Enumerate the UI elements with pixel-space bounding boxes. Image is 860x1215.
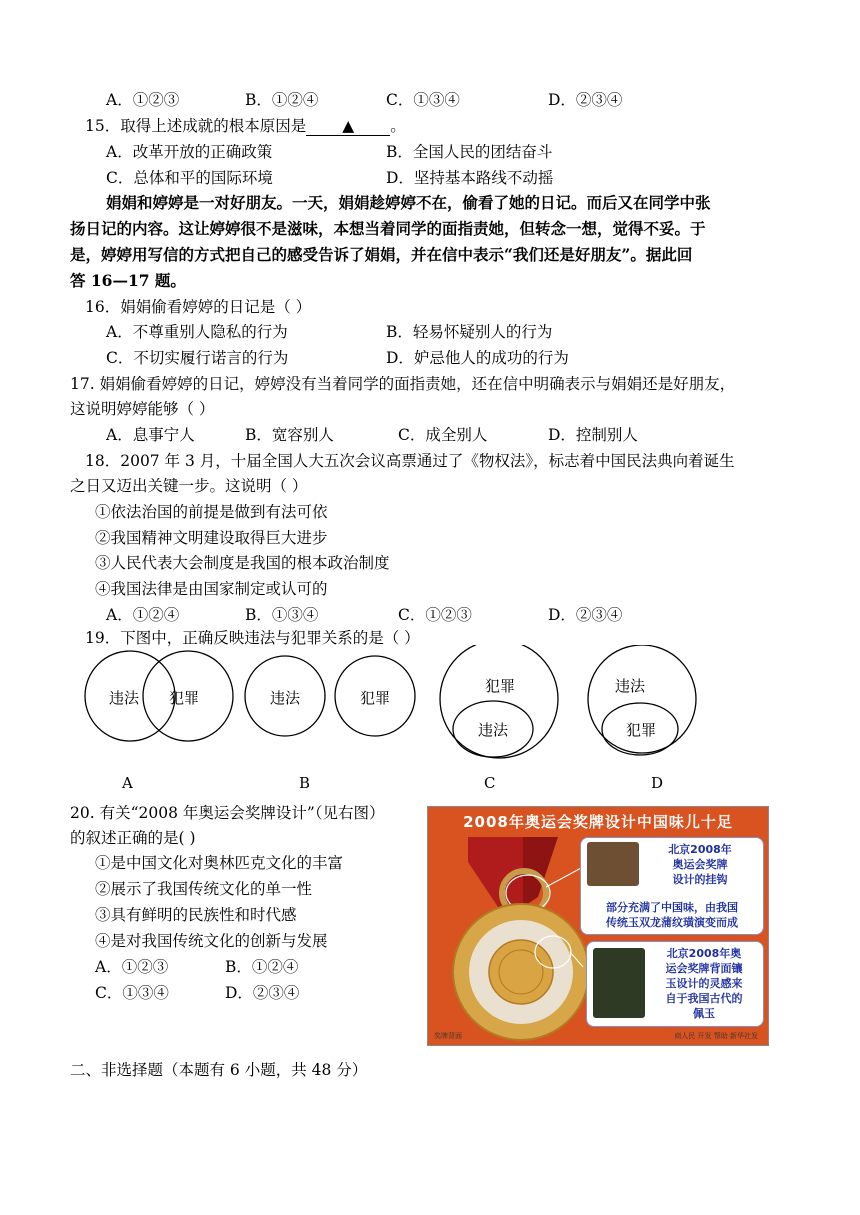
q14-option-c: C．①③④ [386, 91, 460, 109]
q15-option-d: D．坚持基本路线不动摇 [386, 169, 554, 187]
diagram-label-a: A [122, 774, 133, 792]
medal-poster-image [427, 806, 769, 1046]
q20-statement-1: ①是中国文化对奥林匹克文化的丰富 [95, 854, 344, 872]
diagram-a-crime: 犯罪 [168, 689, 200, 707]
q20-stem-line-2: 的叙述正确的是( ) [70, 829, 196, 847]
passage-line-2: 扬日记的内容。这让婷婷很不是滋味，本想当着同学的面指责她，但转念一想，觉得不妥。于 [70, 219, 706, 238]
q17-stem-line-1: 17. 娟娟偷看婷婷的日记，婷婷没有当着同学的面指责她，还在信中明确表示与娟娟还是好朋友， [70, 375, 736, 393]
venn-diagrams [0, 645, 860, 765]
q14-option-d: D．②③④ [548, 91, 623, 109]
q18-stem-line-1: 18．2007 年 3 月，十届全国人大五次会议高票通过了《物权法》，标志着中国民法典向着诞生 [85, 452, 735, 470]
q17-option-c: C．成全别人 [398, 426, 488, 444]
diagram-a-illegal: 违法 [108, 689, 140, 707]
q16-option-d: D．妒忌他人的成功的行为 [386, 349, 569, 367]
q15-stem [85, 116, 406, 136]
diagram-d [588, 645, 696, 755]
diagram-b-illegal: 违法 [269, 689, 301, 707]
diagram-label-d: D [651, 774, 664, 792]
q18-statement-3: ③人民代表大会制度是我国的根本政治制度 [95, 554, 390, 572]
callout2-line3: 玉设计的灵感来 [665, 977, 743, 990]
q20-stem-line-1: 20. 有关“2008 年奥运会奖牌设计”（见右图） [70, 804, 385, 822]
poster-footer-left: 奖牌背面 [434, 1032, 462, 1040]
diagram-b [245, 656, 415, 736]
passage-line-4: 答 16—17 题。 [70, 271, 186, 290]
q19-stem: 19．下图中，正确反映违法与犯罪关系的是（ ） [85, 629, 420, 647]
q14-option-b: B．①②④ [245, 91, 319, 109]
q20-statement-4: ④是对我国传统文化的创新与发展 [95, 932, 328, 950]
q16-option-a: A．不尊重别人隐私的行为 [106, 323, 288, 341]
diagram-b-crime: 犯罪 [359, 689, 391, 707]
q17-option-a: A．息事宁人 [106, 426, 195, 444]
q20-option-b: B．①②④ [225, 958, 299, 976]
q17-stem-line-2: 这说明婷婷能够（ ） [70, 400, 215, 418]
diagram-c-illegal: 违法 [477, 721, 509, 739]
q16-option-b: B．轻易怀疑别人的行为 [386, 323, 553, 341]
q16-option-c: C．不切实履行诺言的行为 [106, 349, 289, 367]
hook-photo [587, 842, 639, 886]
diagram-d-crime: 犯罪 [625, 721, 657, 739]
q15-stem-end: 。 [390, 117, 406, 135]
q20-option-a: A．①②③ [95, 958, 169, 976]
q18-option-b: B．①③④ [245, 606, 319, 624]
diagram-c-crime: 犯罪 [484, 677, 516, 695]
q15-option-b: B．全国人民的团结奋斗 [386, 143, 553, 161]
diagram-d-illegal: 违法 [614, 677, 646, 695]
q14-option-a: A．①②③ [106, 91, 180, 109]
answer-blank: ▲ [306, 117, 390, 136]
q15-stem-text: 15．取得上述成就的根本原因是 [85, 117, 307, 135]
q18-stem-line-2: 之日又迈出关键一步。这说明（ ） [70, 477, 308, 495]
q18-statement-1: ①依法治国的前提是做到有法可依 [95, 503, 328, 521]
callout2-line1: 北京2008年奥 [666, 947, 742, 960]
passage-line-3: 是，婷婷用写信的方式把自己的感受告诉了娟娟，并在信中表示“我们还是好朋友”。据此回 [70, 245, 693, 264]
section-heading: 二、非选择题（本题有 6 小题，共 48 分） [70, 1061, 368, 1079]
q16-stem: 16．娟娟偷看婷婷的日记是（ ） [85, 298, 312, 316]
callout2-line4: 自于我国古代的 [665, 992, 743, 1005]
callout2-line2: 运会奖牌背面镶 [665, 962, 743, 975]
q18-statement-4: ④我国法律是由国家制定或认可的 [95, 580, 328, 598]
q18-option-a: A．①②④ [106, 606, 180, 624]
q17-option-d: D．控制别人 [548, 426, 638, 444]
poster-footer-right: 商人民 开发 帮助 新华社发 [674, 1032, 758, 1040]
q15-option-c: C．总体和平的国际环境 [106, 169, 273, 187]
passage-line-1: 娟娟和婷婷是一对好朋友。一天，娟娟趁婷婷不在，偷看了她的日记。而后又在同学中张 [106, 193, 711, 212]
diagram-label-b: B [299, 774, 311, 792]
poster-title: 2008年奥运会奖牌设计中国味儿十足 [463, 813, 733, 831]
q17-option-b: B．宽容别人 [245, 426, 334, 444]
callout1-line3: 设计的挂钩 [672, 873, 728, 886]
diagram-label-c: C [484, 774, 496, 792]
jade-photo [593, 948, 645, 1018]
q20-option-c: C．①③④ [95, 984, 169, 1002]
callout-hook [580, 837, 764, 935]
q15-option-a: A．改革开放的正确政策 [106, 143, 273, 161]
callout2-line5: 佩玉 [693, 1007, 715, 1020]
q20-option-d: D．②③④ [225, 984, 300, 1002]
diagram-a [85, 651, 233, 741]
callout-jade [586, 941, 764, 1027]
callout1-line5: 传统玉双龙蒲纹璜演变而成 [606, 916, 738, 929]
diagram-c [440, 645, 558, 758]
q18-option-c: C．①②③ [398, 606, 472, 624]
q20-statement-3: ③具有鲜明的民族性和时代感 [95, 906, 297, 924]
callout1-line2: 奥运会奖牌 [672, 858, 728, 871]
q20-statement-2: ②展示了我国传统文化的单一性 [95, 880, 313, 898]
q18-option-d: D．②③④ [548, 606, 623, 624]
callout1-line1: 北京2008年 [668, 843, 732, 856]
callout1-line4: 部分充满了中国味，由我国 [606, 901, 738, 914]
q18-statement-2: ②我国精神文明建设取得巨大进步 [95, 529, 328, 547]
